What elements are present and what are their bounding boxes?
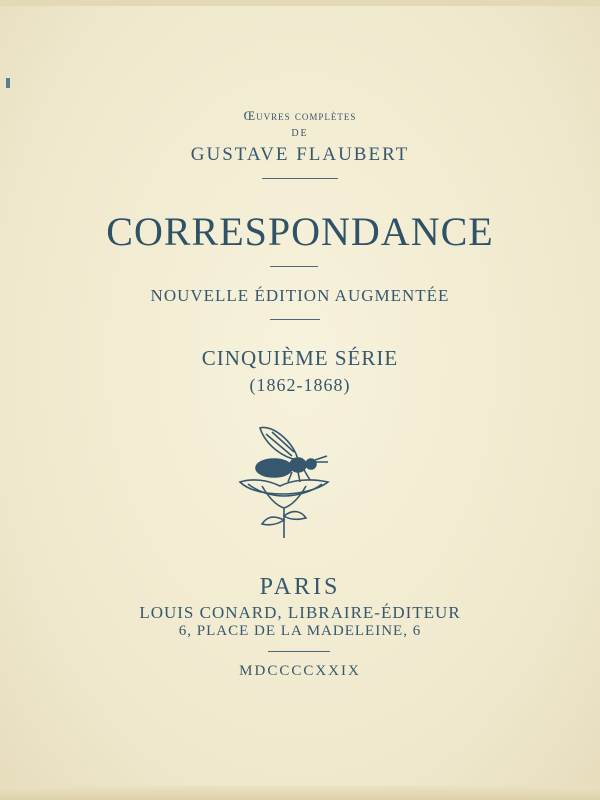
bee-on-flower-icon [232,420,342,550]
divider-rule [270,266,318,267]
author-preposition: DE [291,128,309,139]
paper-edge-bottom [0,786,600,800]
edition-label: NOUVELLE ÉDITION AUGMENTÉE [150,286,450,305]
divider-rule [270,319,320,320]
series-label: Œuvres complètes [243,108,357,123]
book-title: CORRESPONDANCE [106,209,494,254]
divider-rule [262,178,338,179]
publication-place: PARIS [259,574,341,600]
publisher-name: LOUIS CONARD, LIBRAIRE-ÉDITEUR [139,603,461,622]
divider-rule [268,651,330,652]
publication-year: MDCCCCXXIX [239,663,361,679]
paper-edge-top [0,0,600,6]
paper-mark [6,78,10,88]
volume-label: CINQUIÈME SÉRIE [201,346,399,370]
author-name: GUSTAVE FLAUBERT [190,144,410,165]
years-range: (1862-1868) [249,375,351,395]
publisher-address: 6, PLACE DE LA MADELEINE, 6 [178,623,422,639]
